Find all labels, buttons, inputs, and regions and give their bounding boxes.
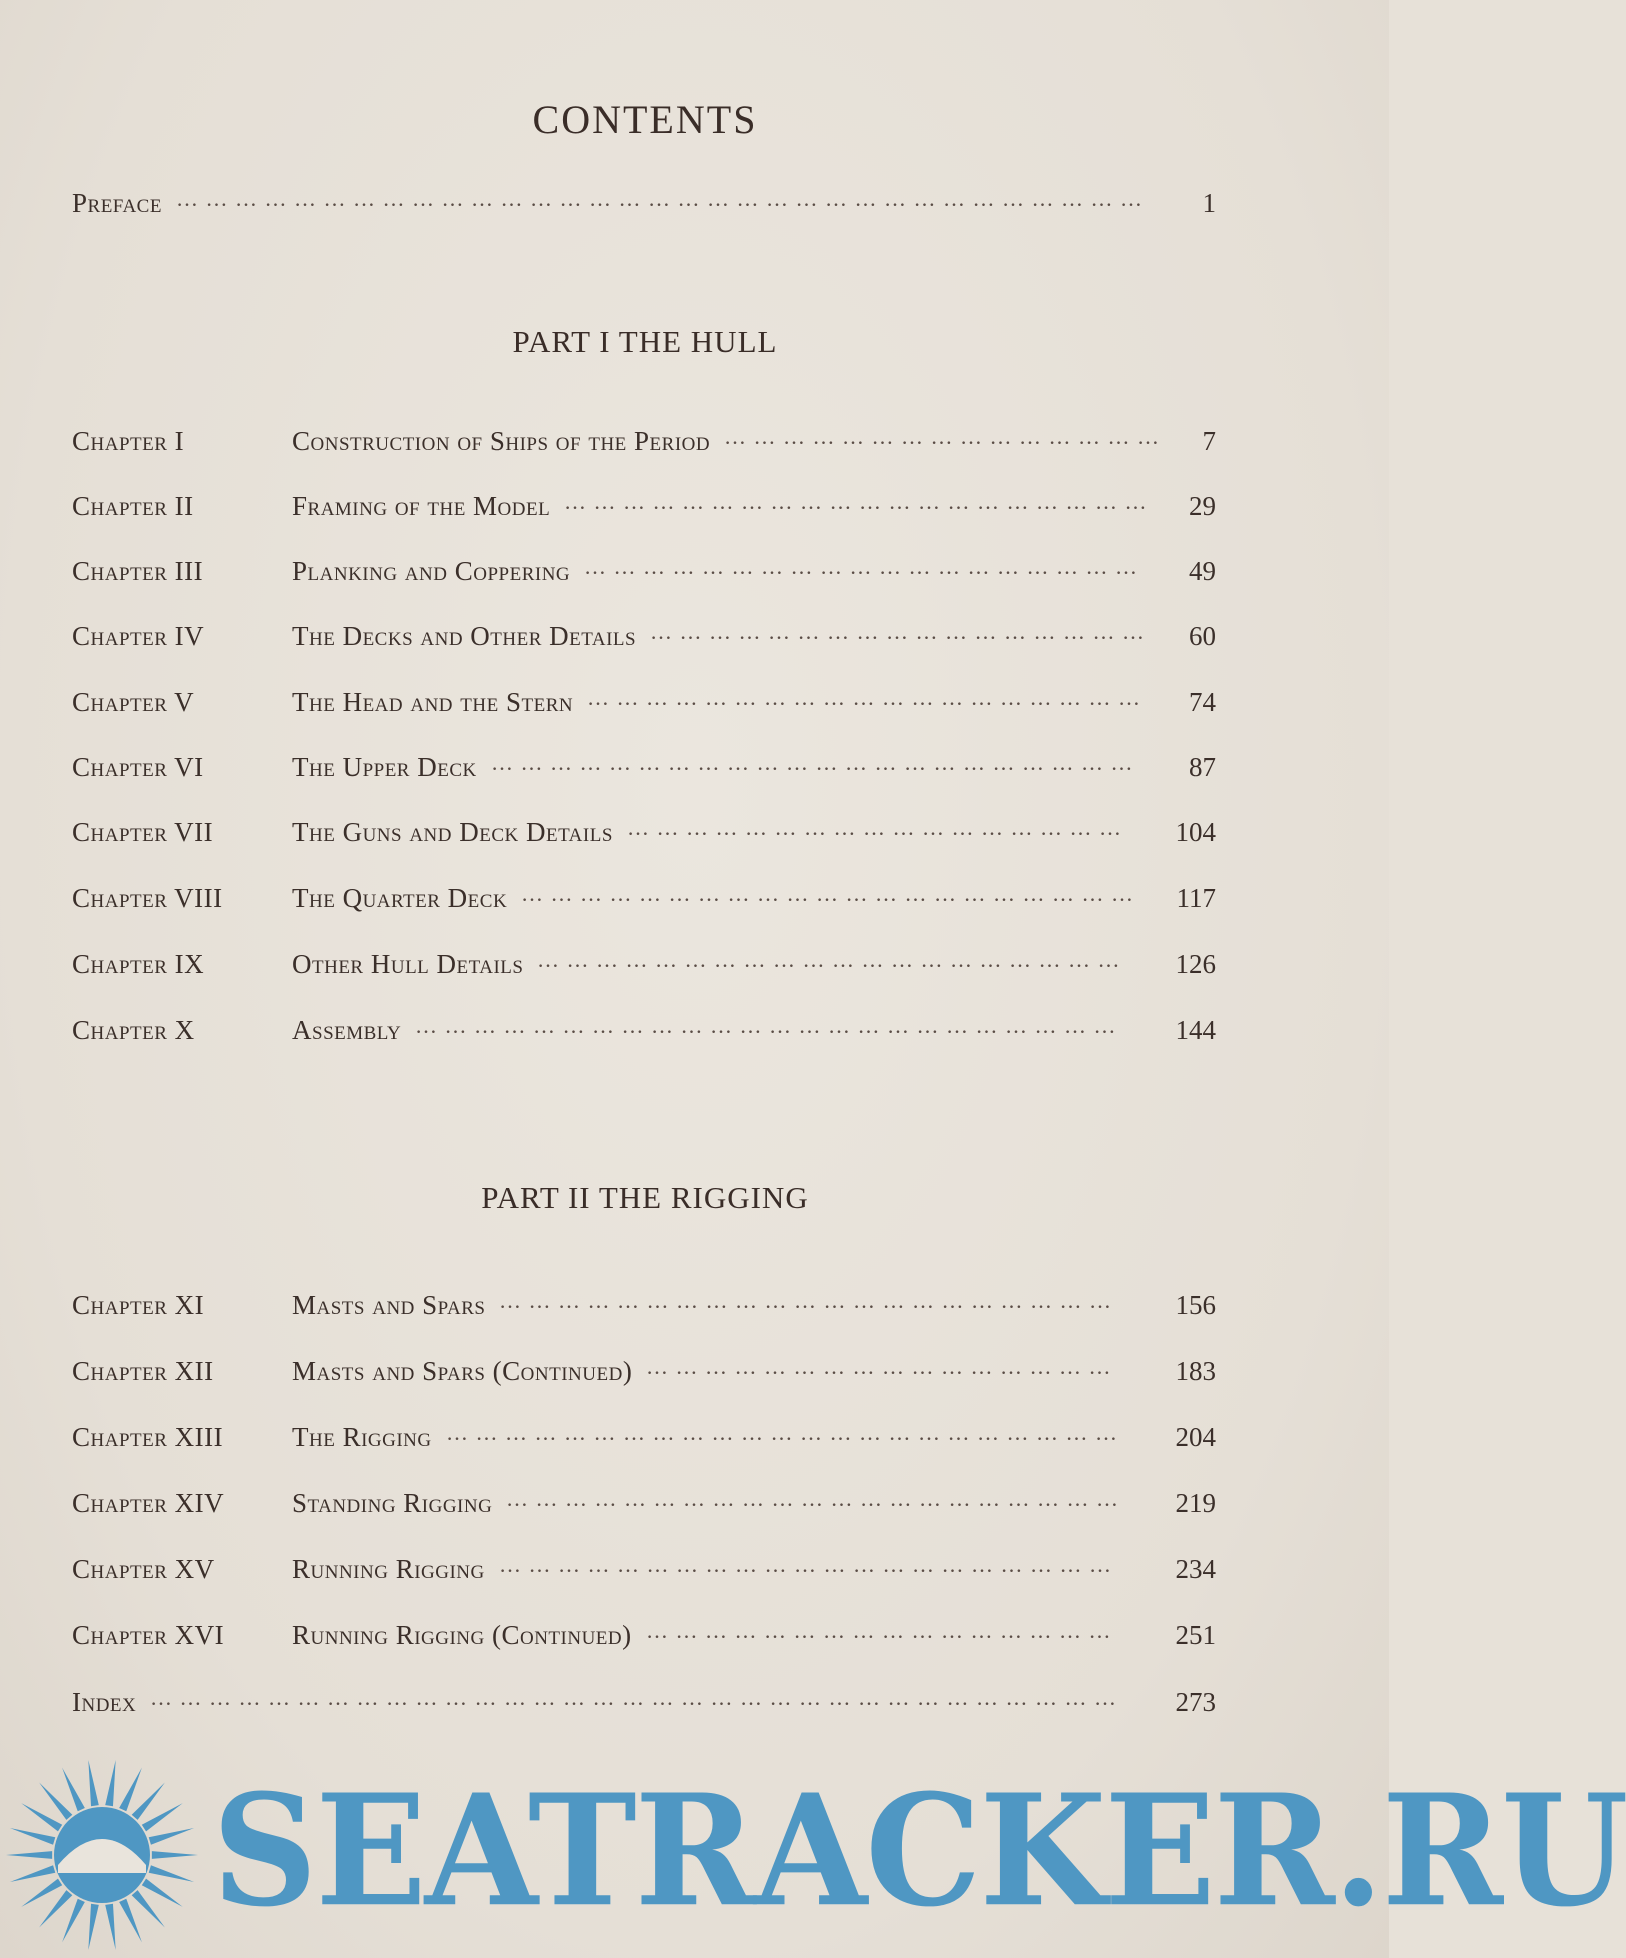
toc-title: The Head and the Stern [292, 687, 574, 717]
sun-ray [21, 1879, 62, 1907]
toc-page-number: 219 [1175, 1488, 1216, 1518]
leader-dots: … … … … … … … … … … … … … … … … … … … [587, 685, 1141, 710]
toc-label: Chapter XVI [72, 1620, 225, 1650]
sun-ray [88, 1760, 98, 1806]
toc-label: Chapter XI [72, 1290, 205, 1320]
toc-chapter-row[interactable] [72, 1283, 1216, 1327]
sun-ray [21, 1803, 62, 1831]
toc-page-number: 7 [1202, 426, 1216, 456]
toc-chapter-row[interactable] [72, 614, 1216, 658]
toc-title: Standing Rigging [292, 1488, 493, 1518]
toc-chapter-row[interactable] [72, 680, 1216, 724]
toc-page-number: 204 [1175, 1422, 1216, 1452]
toc-label: Index [72, 1687, 137, 1717]
toc-title: Planking and Coppering [292, 556, 571, 586]
toc-page-number: 1 [1202, 188, 1216, 218]
leader-dots: … … … … … … … … … … … … … … … … … … … … [564, 489, 1148, 514]
toc-label: Chapter II [72, 491, 194, 521]
toc-page-number: 126 [1175, 949, 1216, 979]
toc-chapter-row[interactable] [72, 1415, 1216, 1459]
toc-chapter-row[interactable] [72, 942, 1216, 986]
toc-page-number: 117 [1176, 883, 1216, 913]
toc-title: The Upper Deck [292, 752, 477, 782]
toc-label: Chapter XIII [72, 1422, 224, 1452]
toc-chapter-row[interactable] [72, 1613, 1216, 1657]
toc-label: Chapter XIV [72, 1488, 225, 1518]
leader-dots: … … … … … … … … … … … … … … … … … … … … … … … … … … … … … … … … … [176, 186, 1143, 211]
toc-chapter-row[interactable] [72, 419, 1216, 463]
toc-title: Running Rigging (Continued) [292, 1620, 632, 1650]
sun-ray [142, 1803, 183, 1831]
toc-label: Chapter IV [72, 621, 205, 651]
sun-ray [105, 1904, 115, 1950]
toc-title: Running Rigging [292, 1554, 485, 1584]
sun-ray [152, 1851, 198, 1859]
watermark-text: SEATRACKER.RU [212, 1761, 1626, 1941]
toc-chapter-row[interactable] [72, 1547, 1216, 1591]
toc-label: Chapter VIII [72, 883, 223, 913]
toc-label: Chapter I [72, 426, 185, 456]
toc-title: Framing of the Model [292, 491, 551, 521]
sun-ray [132, 1782, 165, 1819]
toc-label: Chapter III [72, 556, 204, 586]
page-title: CONTENTS [532, 97, 758, 142]
toc-page-number: 74 [1189, 687, 1216, 717]
sun-ray [119, 1768, 142, 1812]
leader-dots: … … … … … … … … … … … … … … … … … … … … … … … … [415, 1013, 1117, 1038]
leader-dots: … … … … … … … … … … … … … … … … … … … … … [499, 1552, 1112, 1577]
toc-title: Masts and Spars (Continued) [292, 1356, 633, 1386]
sun-ray [39, 1890, 72, 1927]
toc-title: The Quarter Deck [292, 883, 508, 913]
leader-dots: … … … … … … … … … … … … … … … … … … … … … … … [446, 1420, 1118, 1445]
toc-page-number: 251 [1175, 1620, 1216, 1650]
toc-page-number: 156 [1175, 1290, 1216, 1320]
sun-ray [88, 1904, 98, 1950]
sun-icon [0, 1755, 210, 1955]
leader-dots: … … … … … … … … … … … … … … … … … … … … … [506, 1486, 1119, 1511]
leader-dots: … … … … … … … … … … … … … … … [724, 424, 1160, 449]
toc-chapter-row[interactable] [72, 549, 1216, 593]
leader-dots: … … … … … … … … … … … … … … … … … … … … … … [491, 750, 1134, 775]
leader-dots: … … … … … … … … … … … … … … … … … … … … … [521, 881, 1134, 906]
sun-ray [6, 1851, 52, 1859]
toc-chapter-row[interactable] [72, 484, 1216, 528]
toc-title: Masts and Spars [292, 1290, 486, 1320]
toc-page-number: 183 [1175, 1356, 1216, 1386]
toc-title: Assembly [292, 1015, 402, 1045]
toc-label: Chapter XII [72, 1356, 214, 1386]
toc-page-number: 29 [1189, 491, 1216, 521]
leader-dots: … … … … … … … … … … … … … … … … … … … … … [499, 1288, 1112, 1313]
sun-ray [105, 1760, 115, 1806]
sun-ray [10, 1828, 55, 1845]
sun-ray [149, 1865, 194, 1882]
toc-page-number: 49 [1189, 556, 1216, 586]
leader-dots: … … … … … … … … … … … … … … … … [646, 1618, 1112, 1643]
leader-dots: … … … … … … … … … … … … … … … … … [650, 619, 1145, 644]
sun-ray [142, 1879, 183, 1907]
leader-dots: … … … … … … … … … … … … … … … … [646, 1354, 1112, 1379]
toc-label: Chapter VII [72, 817, 214, 847]
toc-title: The Decks and Other Details [292, 621, 637, 651]
sun-ray [62, 1768, 85, 1812]
toc-title: Construction of Ships of the Period [292, 426, 711, 456]
toc-page-number: 273 [1175, 1687, 1216, 1717]
toc-chapter-row[interactable] [72, 1481, 1216, 1525]
toc-label: Chapter V [72, 687, 195, 717]
toc-chapter-row[interactable] [72, 745, 1216, 789]
sun-ray [119, 1899, 142, 1943]
toc-label: Chapter XV [72, 1554, 215, 1584]
sun-ray [10, 1865, 55, 1882]
toc-page-number: 144 [1175, 1015, 1216, 1045]
sun-ray [62, 1899, 85, 1943]
toc-page-number: 60 [1189, 621, 1216, 651]
part-heading: PART I THE HULL [512, 324, 778, 359]
toc-page-number: 234 [1175, 1554, 1216, 1584]
sun-ray [149, 1828, 194, 1845]
toc-chapter-row[interactable] [72, 876, 1216, 920]
toc-label: Preface [72, 188, 162, 218]
part-heading: PART II THE RIGGING [481, 1180, 809, 1215]
toc-label: Chapter IX [72, 949, 205, 979]
toc-chapter-row[interactable] [72, 1008, 1216, 1052]
leader-dots: … … … … … … … … … … … … … … … … … … … [584, 554, 1138, 579]
watermark [0, 1755, 1626, 1955]
toc-title: The Guns and Deck Details [292, 817, 613, 847]
toc-label: Chapter VI [72, 752, 204, 782]
sun-ray [132, 1890, 165, 1927]
toc-chapter-row[interactable] [72, 1349, 1216, 1393]
toc-title: Other Hull Details [292, 949, 524, 979]
toc-title: The Rigging [292, 1422, 432, 1452]
leader-dots: … … … … … … … … … … … … … … … … … … … … [537, 947, 1121, 972]
toc-preface[interactable] [72, 181, 1216, 225]
leader-dots: … … … … … … … … … … … … … … … … … … … … … … … … … … … … … … … … … [150, 1685, 1117, 1710]
leader-dots: … … … … … … … … … … … … … … … … … [627, 815, 1122, 840]
sun-ray [39, 1782, 72, 1819]
toc-label: Chapter X [72, 1015, 195, 1045]
toc-chapter-row[interactable] [72, 810, 1216, 854]
toc-index[interactable] [72, 1680, 1216, 1724]
toc-page-number: 104 [1175, 817, 1216, 847]
toc-page-number: 87 [1189, 752, 1216, 782]
